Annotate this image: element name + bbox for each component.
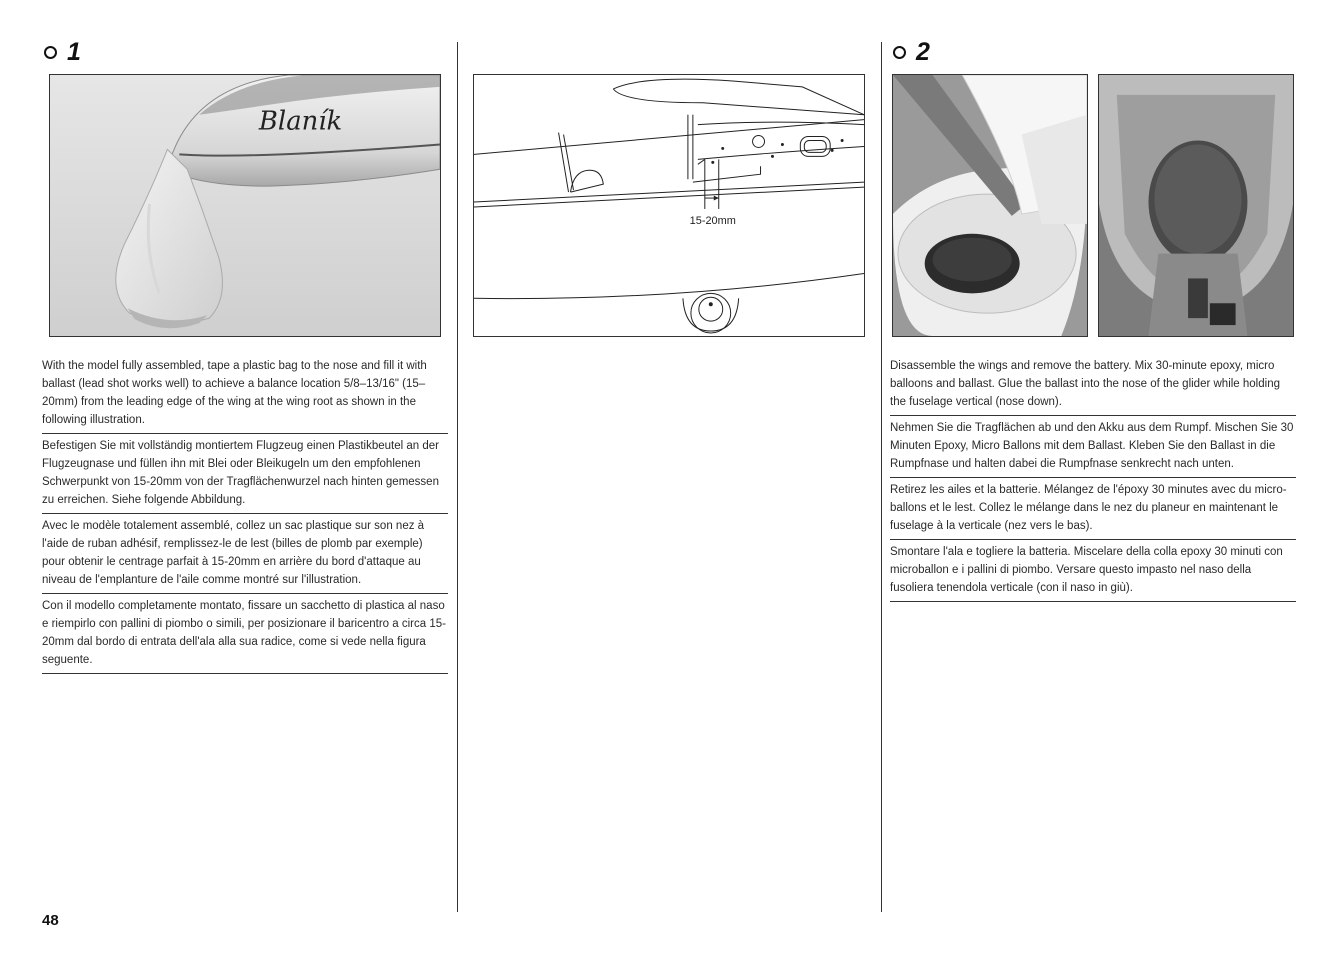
page-number: 48 <box>42 912 59 929</box>
instruction-italian: Con il modello completamente montato, fissare un sacchetto di plastica al naso e riempirlo con pallini di piombo o simili, per posizionare il baricentro a circa 15-20mm dal bordo di entrata dell'ala alla sua radice, come si vede nella figura seguente. <box>42 594 448 674</box>
instruction-french: Avec le modèle totalement assemblé, collez un sac plastique sur son nez à l'aide de ruban adhésif, remplissez-le de lest (billes de plomb par exemple) pour obtenir le centrage parfait à 15-20mm en arrière du bord d'attaque au niveau de l'emplanture de l'aile comme montré sur l'illustration. <box>42 514 448 594</box>
checkbox-circle-icon[interactable] <box>893 46 906 59</box>
step-number: 1 <box>67 38 81 66</box>
instruction-english: Disassemble the wings and remove the battery. Mix 30-minute epoxy, micro balloons and ballast. Glue the ballast into the nose of the glider while holding the fuselage vertical (nose down). <box>890 354 1296 416</box>
photo-mixing-cup-ballast <box>892 74 1088 337</box>
step-2-instructions <box>890 354 1296 602</box>
fuselage-script-text: Blaník <box>258 106 343 137</box>
photo-glider-nose-ballast-bag <box>49 74 441 337</box>
instruction-english: With the model fully assembled, tape a plastic bag to the nose and fill it with ballast (lead shot works well) to achieve a balance location 5/8–13/16" (15–20mm) from the leading edge of the wing at the wing root as shown in the following illustration. <box>42 354 448 434</box>
diagram-wing-root-cg <box>473 74 865 337</box>
instruction-german: Befestigen Sie mit vollständig montiertem Flugzeug einen Plastikbeutel an der Flugzeugnase und füllen ihn mit Blei oder Bleikugeln um den empfohlenen Schwerpunkt von 15-20mm von der Tragflächenwurzel nach hinten gemessen zu erreichen. Siehe folgende Abbildung. <box>42 434 448 514</box>
column-divider-right <box>881 42 882 912</box>
step-1-heading <box>44 40 81 65</box>
instruction-french: Retirez les ailes et la batterie. Mélangez de l'époxy 30 minutes avec du micro-ballons et le lest. Collez le mélange dans le nez du planeur en maintenant le fuselage à la verticale (nez vers le bas). <box>890 478 1296 540</box>
step-number: 2 <box>916 38 930 66</box>
instruction-italian: Smontare l'ala e togliere la batteria. Miscelare della colla epoxy 30 minuti con microballon e i pallini di piombo. Versare questo impasto nel naso della fusoliera tenendola verticale (con il naso in giù). <box>890 540 1296 602</box>
photo-ballast-in-nose <box>1098 74 1294 337</box>
dimension-label: 15-20mm <box>689 214 736 227</box>
step-1-instructions <box>42 354 448 674</box>
checkbox-circle-icon[interactable] <box>44 46 57 59</box>
instruction-german: Nehmen Sie die Tragflächen ab und den Akku aus dem Rumpf. Mischen Sie 30 Minuten Epoxy, Micro Ballons mit dem Ballast. Kleben Sie den Ballast in die Rumpfnase und halten dabei die Rumpfnase senkrecht nach unten. <box>890 416 1296 478</box>
step-2-heading <box>893 40 930 65</box>
column-divider-left <box>457 42 458 912</box>
